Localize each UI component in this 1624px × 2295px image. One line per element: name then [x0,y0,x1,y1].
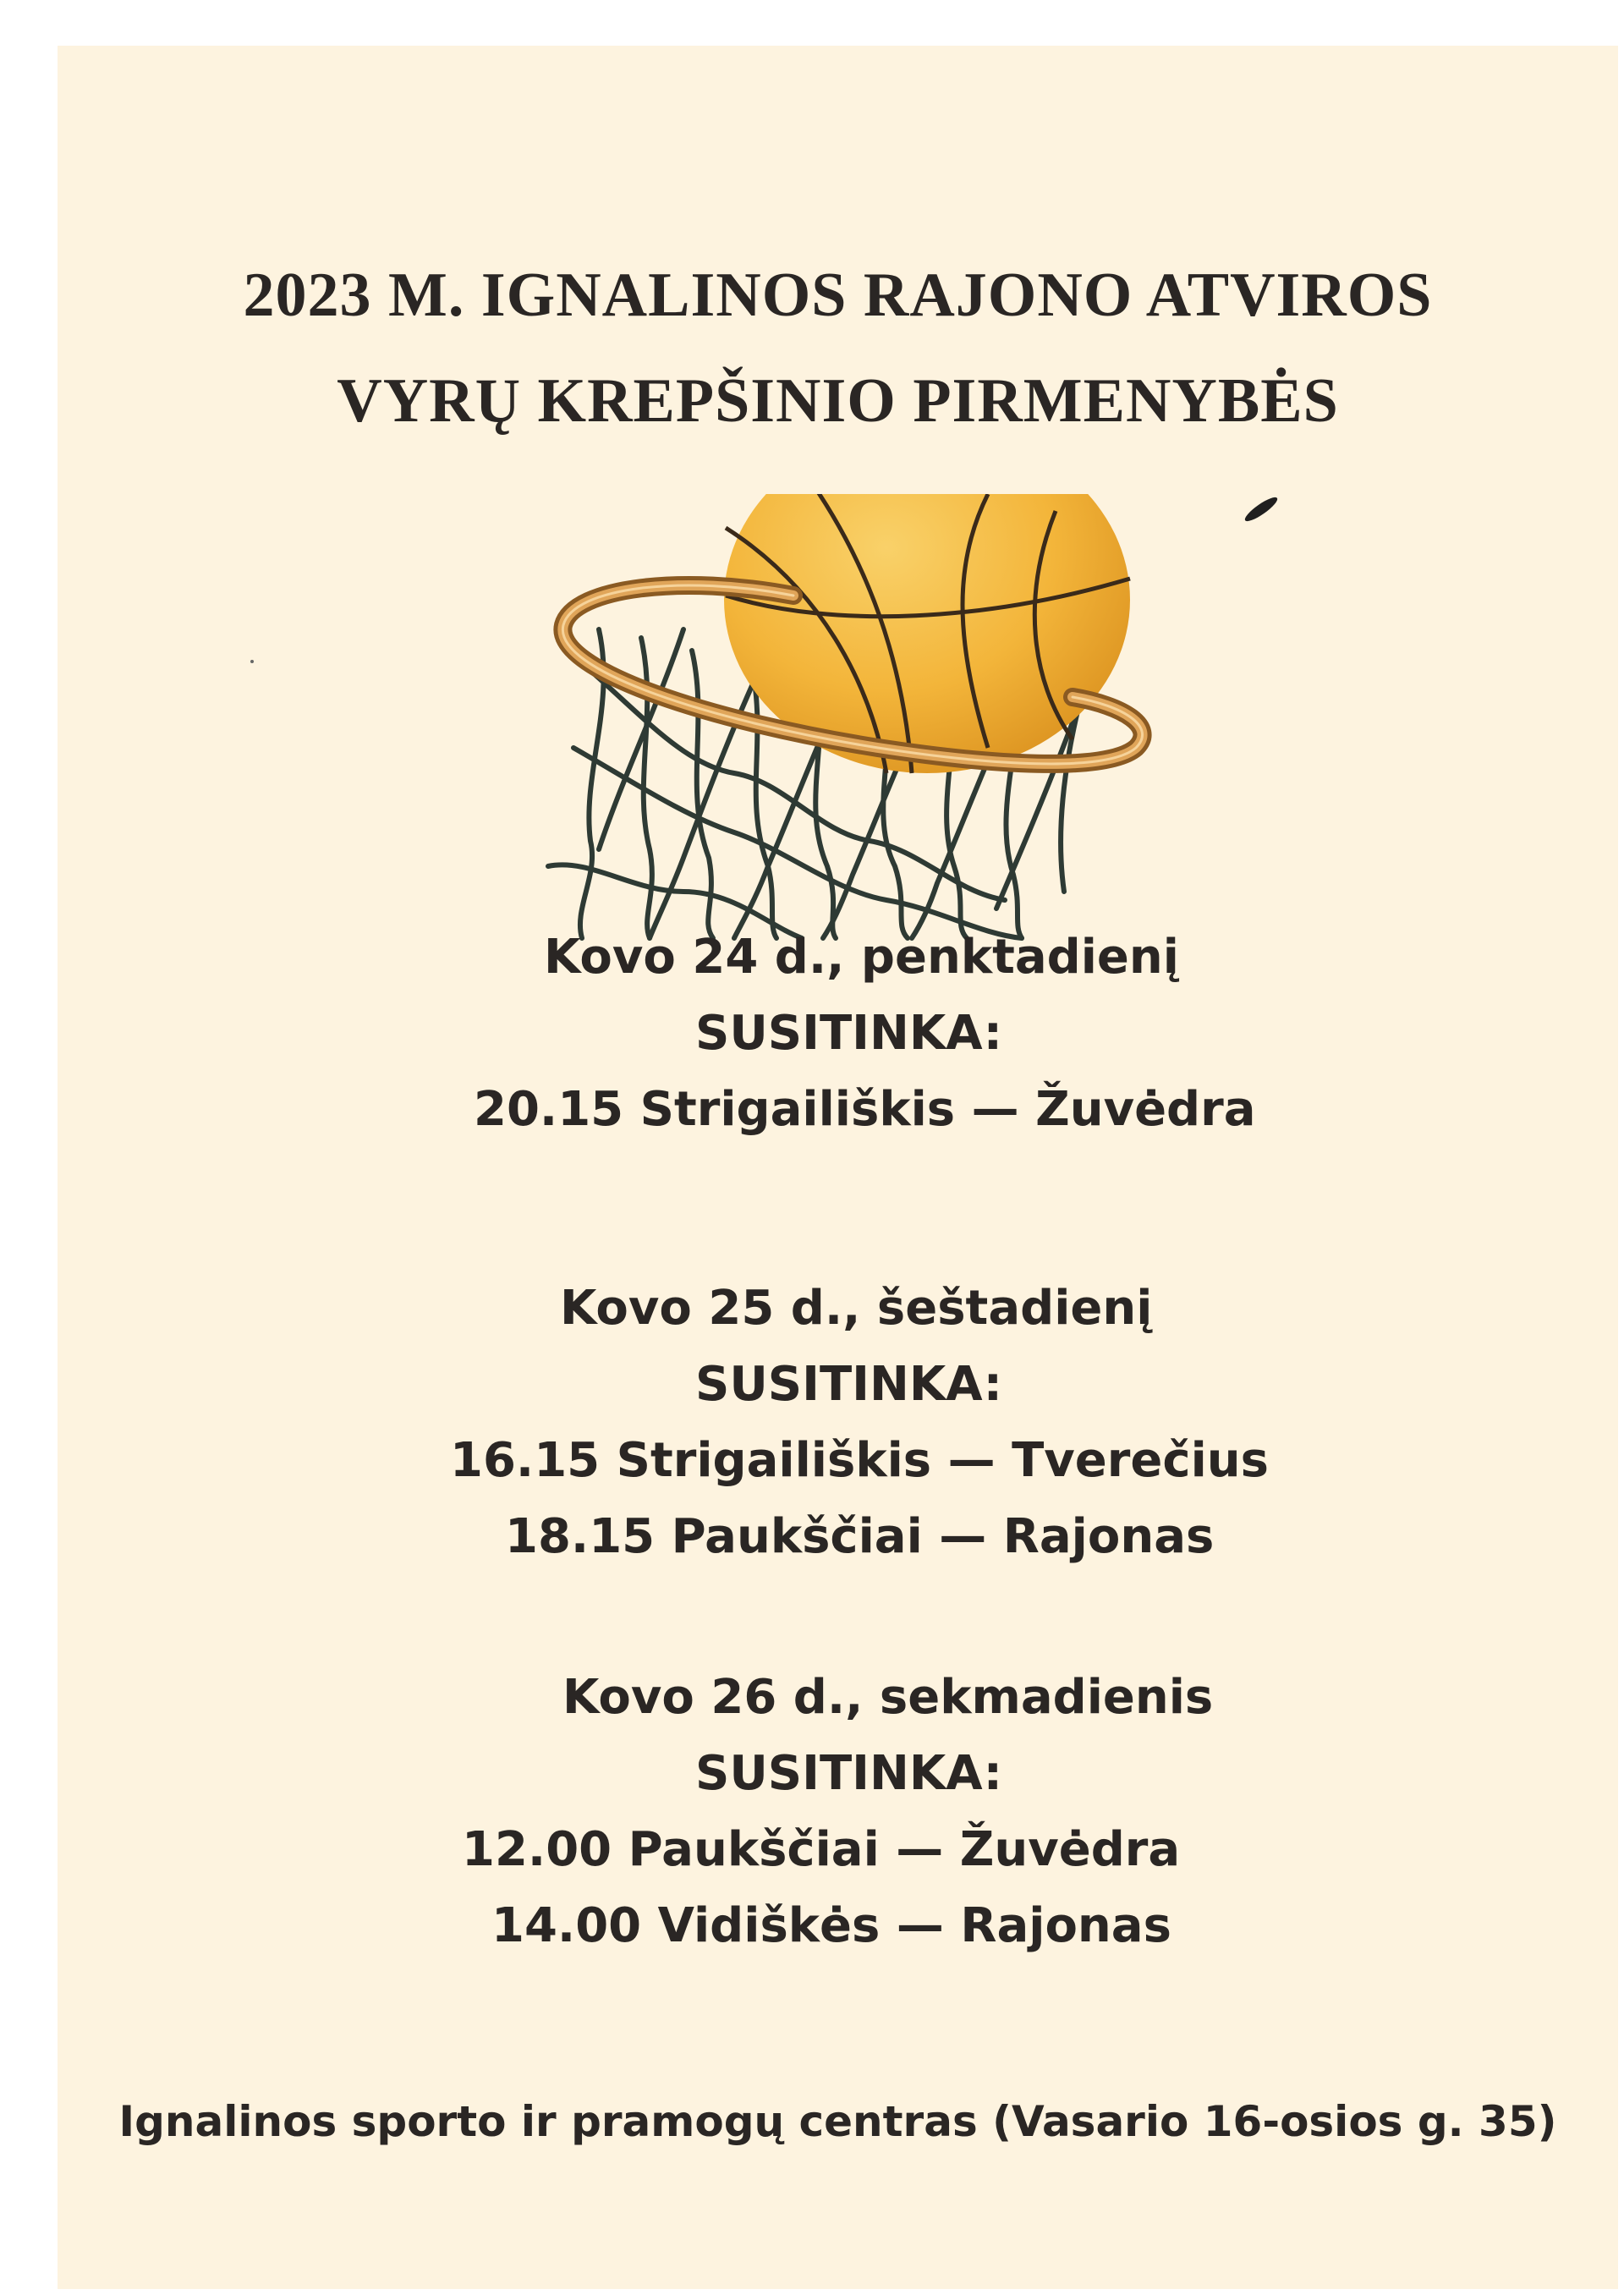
venue-address: Ignalinos sporto ir pramogų centras (Vasario 16-osios g. 35) [118,2097,1557,2146]
day-3-game-2: 14.00 Vidiškės — Rajonas [491,1898,1171,1953]
day-3-game-1: 12.00 Paukščiai — Žuvėdra [462,1822,1181,1877]
day-3-date: Kovo 26 d., sekmadienis [562,1670,1214,1725]
schedule-day-3 [58,1670,1618,1953]
poster-title-line-1: 2023 M. IGNALINOS RAJONO ATVIROS [243,261,1433,330]
day-3-meets-label: SUSITINKA: [695,1746,1003,1801]
poster [58,46,1618,2289]
day-2-game-1: 16.15 Strigailiškis — Tverečius [450,1433,1269,1488]
basketball-hoop-icon [514,494,1174,942]
schedule-day-2 [58,1281,1618,1564]
poster-title-line-2: VYRŲ KREPŠINIO PIRMENYBĖS [337,366,1339,436]
day-2-game-2: 18.15 Paukščiai — Rajonas [505,1509,1215,1564]
ink-mark [1243,494,1281,524]
day-2-date: Kovo 25 d., šeštadienį [560,1281,1153,1336]
day-2-meets-label: SUSITINKA: [695,1357,1003,1412]
day-1-game-1: 20.15 Strigailiškis — Žuvėdra [474,1082,1256,1137]
ink-dot [250,660,254,663]
schedule-day-1 [58,930,1618,1137]
day-1-meets-label: SUSITINKA: [695,1006,1003,1061]
day-1-date: Kovo 24 d., penktadienį [544,930,1179,985]
